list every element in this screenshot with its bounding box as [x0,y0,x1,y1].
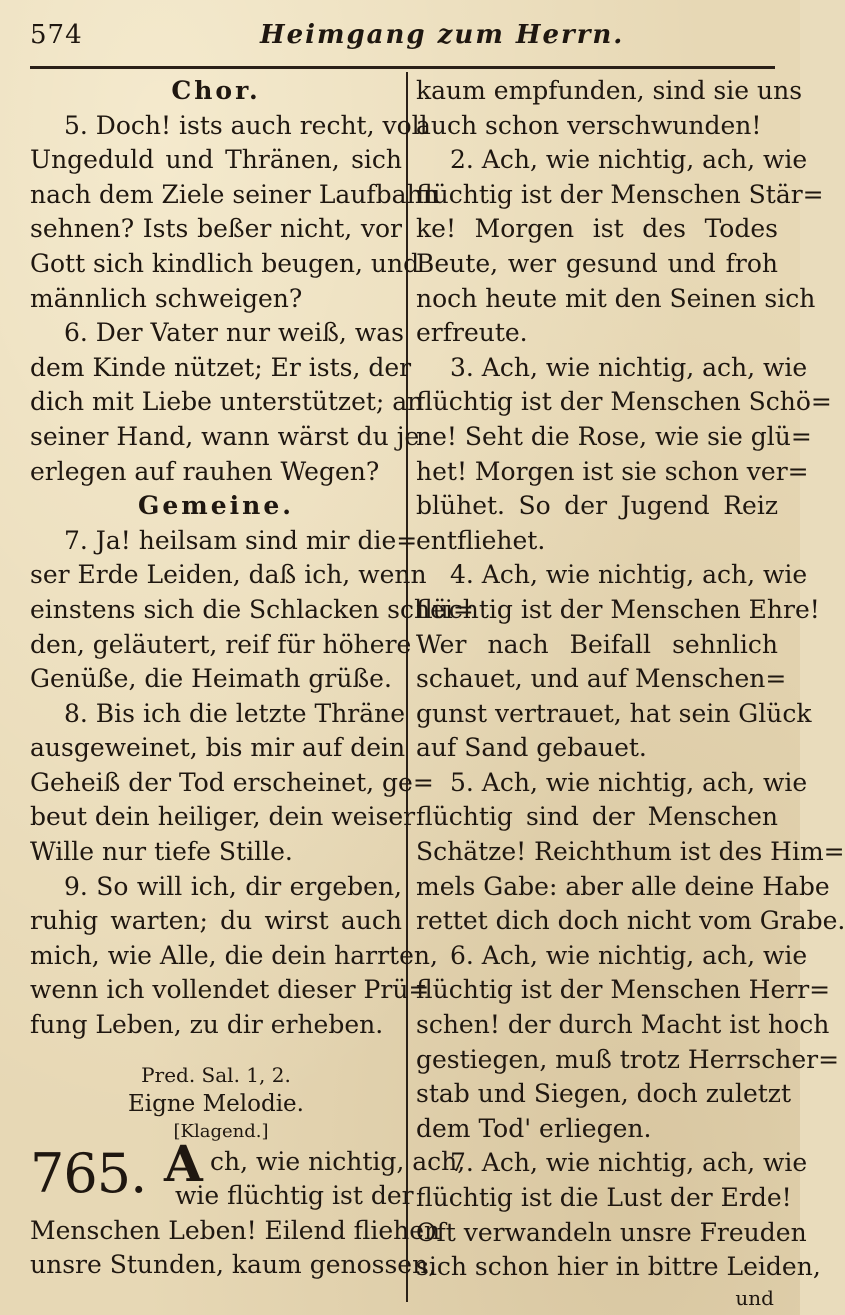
verse-line: Genüße, die Heimath grüße. [30,664,392,694]
melody-note: Eigne Melodie. [128,1090,304,1117]
verse-line: stab und Siegen, doch zuletzt [416,1079,792,1109]
verse-line: ruhig warten; du wirst auch [30,906,402,936]
hymn-number: 765. [30,1141,147,1205]
verse-line: einstens sich die Schlacken schei= [30,594,474,624]
verse-line: flüchtig ist der Menschen Stär= [416,179,824,209]
right-column [416,74,845,1311]
verse-line: 4. Ach, wie nichtig, ach, wie [450,560,808,590]
scripture-reference: Pred. Sal. 1, 2. [141,1062,291,1087]
verse-line: blühet. So der Jugend Reiz [416,491,778,521]
right-continuation [416,74,803,143]
right-verse-7 [416,1146,821,1284]
right-verse-5 [416,766,845,939]
verse-line: flüchtig ist der Menschen Ehre! [416,594,820,624]
page-number: 574 [30,20,83,50]
verse-line: 5. Doch! ists auch recht, voll [64,110,428,140]
verse-line: dem Tod' erliegen. [416,1113,652,1143]
verse-line: nach dem Ziele seiner Laufbahn [30,179,439,209]
spacer [30,1043,402,1061]
verse-line: 5. Ach, wie nichtig, ach, wie [450,767,808,797]
left-verse-5 [30,109,439,317]
verse-line: 8. Bis ich die letzte Thräne [64,698,406,728]
verse-line: sich schon hier in bittre Leiden, [416,1252,821,1282]
verse-line: noch heute mit den Seinen sich [416,283,816,313]
verse-line: auch schon verschwunden! [416,110,762,140]
verse-line: 3. Ach, wie nichtig, ach, wie [450,352,808,382]
verse-line: ne! Seht die Rose, wie sie glü= [416,421,812,451]
verse-line: Beute, wer gesund und froh [416,248,778,278]
drop-cap: A [164,1133,203,1193]
running-title: Heimgang zum Herrn. [260,20,625,50]
verse-line: Wille nur tiefe Stille. [30,837,293,867]
verse-line: mich, wie Alle, die dein harrten, [30,940,438,970]
verse-line: ch, wie nichtig, ach, [210,1146,466,1176]
verse-line: kaum empfunden, sind sie uns [416,76,803,105]
verse-line: wie flüchtig ist der [175,1181,414,1211]
verse-line: 6. Ach, wie nichtig, ach, wie [450,940,808,970]
verse-line: het! Morgen ist sie schon ver= [416,456,809,486]
verse-line: beut dein heiliger, dein weiser [30,802,416,832]
right-verse-4 [416,558,820,766]
verse-line: Ungeduld und Thränen, sich [30,145,402,175]
header-rule [30,66,775,69]
verse-line: Gott sich kindlich beugen, und [30,248,420,278]
verse-line: seiner Hand, wann wärst du je [30,421,420,451]
verse-line: 9. So will ich, dir ergeben, [64,871,402,901]
page-header [30,18,775,58]
chorus-heading: Chor. [171,76,261,105]
verse-line: gestiegen, muß trotz Herrscher= [416,1044,840,1074]
verse-line: 7. Ja! heilsam sind mir die= [64,525,418,555]
verse-line: flüchtig ist die Lust der Erde! [416,1183,792,1212]
verse-line: dich mit Liebe unterstützet; an [30,387,424,417]
right-verse-6 [416,939,840,1147]
verse-line: Geheiß der Tod erscheinet, ge= [30,767,434,797]
verse-line: 2. Ach, wie nichtig, ach, wie [450,145,808,175]
congregation-heading: Gemeine. [138,491,294,521]
verse-line: schen! der durch Macht ist hoch [416,1010,830,1040]
hymn-765-opening [30,1133,466,1214]
left-verse-7 [30,524,474,697]
verse-line: den, geläutert, reif für höhere [30,629,412,659]
verse-line: Schätze! Reichthum ist des Him= [416,837,845,867]
catchword: und [735,1285,774,1310]
verse-line: flüchtig ist der Menschen Schö= [416,387,832,417]
verse-line: ausgeweinet, bis mir auf dein [30,733,406,763]
verse-line: fung Leben, zu dir erheben. [30,1010,384,1040]
left-verse-6 [30,316,424,489]
verse-line: 7. Ach, wie nichtig, ach, wie [450,1148,808,1178]
verse-line: gunst vertrauet, hat sein Glück [416,698,812,728]
left-verse-9 [30,870,438,1043]
verse-line: männlich schweigen? [30,283,303,313]
verse-line: ser Erde Leiden, daß ich, wenn [30,560,427,590]
right-verse-3 [416,351,832,559]
verse-line: dem Kinde nützet; Er ists, der [30,352,412,382]
verse-line: Wer nach Beifall sehnlich [416,629,778,659]
verse-line: schauet, und auf Menschen= [416,664,787,694]
verse-line: mels Gabe: aber alle deine Habe [416,871,830,901]
verse-line: Menschen Leben! Eilend fliehen [30,1215,441,1245]
verse-line: erfreute. [416,318,528,348]
verse-line: auf Sand gebauet. [416,733,647,763]
mode-note: [Klagend.] [173,1120,269,1142]
verse-line: rettet dich doch nicht vom Grabe. [416,906,845,936]
verse-line: flüchtig sind der Menschen [416,802,778,832]
verse-line: Oft verwandeln unsre Freuden [416,1217,807,1247]
verse-line: erlegen auf rauhen Wegen? [30,456,380,486]
verse-line: wenn ich vollendet dieser Prü= [30,975,430,1005]
verse-line: 6. Der Vater nur weiß, was [64,318,404,348]
right-verse-2 [416,143,824,351]
verse-line: ke! Morgen ist des Todes [416,214,778,244]
verse-line: unsre Stunden, kaum genossen, [30,1250,437,1280]
left-verse-8 [30,697,434,870]
verse-line: flüchtig ist der Menschen Herr= [416,975,831,1005]
verse-line: entfliehet. [416,525,546,555]
verse-line: sehnen? Ists beßer nicht, vor [30,214,402,244]
